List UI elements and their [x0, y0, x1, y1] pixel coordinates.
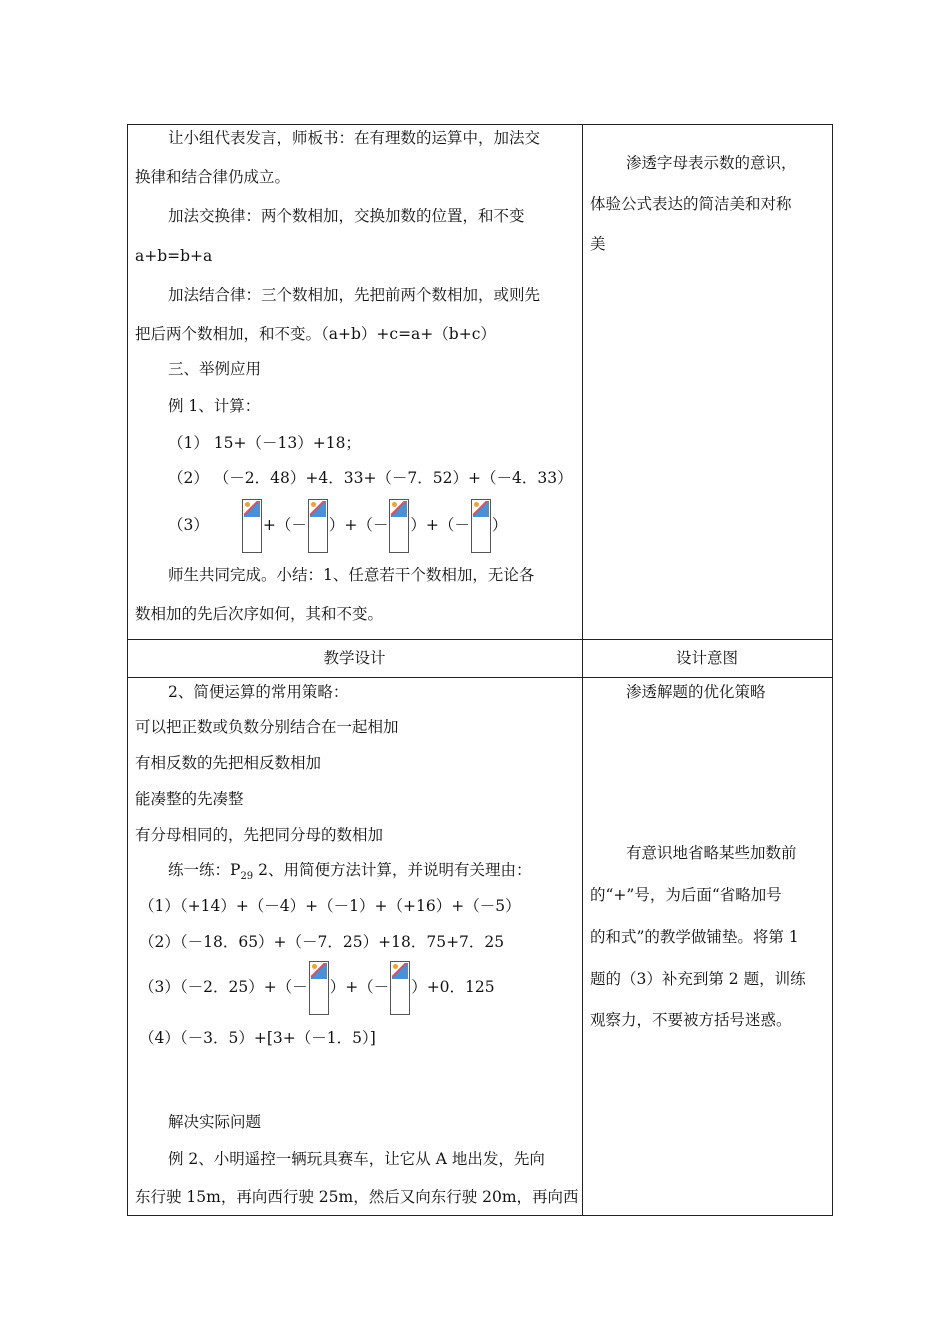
- fraction-image-icon: [308, 499, 328, 553]
- practice-heading: [168, 860, 531, 887]
- text-line: 换律和结合律仍成立。: [135, 168, 291, 186]
- header-right: [582, 639, 832, 677]
- text-line: 有意识地省略某些加数前: [626, 844, 797, 862]
- expr-part: ）+（－: [410, 516, 470, 534]
- text-line: 把后两个数相加，和不变。（a+b）+c=a+（b+c）: [135, 325, 496, 343]
- example-item-1: （1） 15+（－13）+18；: [168, 434, 361, 452]
- text-line: 可以把正数或负数分别结合在一起相加: [135, 718, 399, 736]
- fraction-image-icon: [471, 499, 491, 553]
- text-line: 加法交换律：两个数相加，交换加数的位置，和不变: [168, 207, 525, 225]
- text-line: 体验公式表达的简洁美和对称: [590, 195, 792, 213]
- column-heading-design: 教学设计: [323, 649, 386, 667]
- text-line: 美: [590, 235, 606, 253]
- text-line: 例 2、小明遥控一辆玩具赛车，让它从 A 地出发，先向: [168, 1150, 545, 1168]
- item-label: （3）: [168, 516, 209, 534]
- expr-part: ）+（－: [328, 516, 389, 534]
- bottom-right-cell: [582, 677, 832, 1215]
- text-line: 师生共同完成。小结：1、任意若干个数相加，无论各: [168, 566, 535, 584]
- practice-item-1: （1）（+14）+（－4）+（－1）+（+16）+（－5）: [139, 897, 521, 915]
- practice-item-3: [139, 961, 495, 1015]
- text-line: 东行驶 15m，再向西行驶 25m，然后又向东行驶 20m，再向西: [135, 1188, 579, 1206]
- example-heading: 例 1、计算：: [168, 397, 261, 415]
- text-line: 渗透解题的优化策略: [626, 683, 766, 701]
- expr-part: +（－: [262, 516, 307, 534]
- text-line: 观察力，不要被方括号迷惑。: [590, 1011, 792, 1029]
- fraction-image-icon: [309, 961, 329, 1015]
- example-item-2: （2） （－2．48）+4．33+（－7．52）+（－4．33）: [168, 469, 573, 487]
- text-line: 加法结合律：三个数相加，先把前两个数相加，或则先: [168, 286, 541, 304]
- fraction-image-icon: [242, 499, 262, 553]
- page-number: 29: [240, 871, 254, 883]
- expr-part: ）+0．125: [411, 978, 495, 996]
- practice-item-4: （4）（－3．5）+[3+（－1．5）]: [139, 1029, 376, 1047]
- column-heading-intent: 设计意图: [675, 649, 738, 667]
- text-line: 的和式”的教学做铺垫。将第 1: [590, 928, 799, 946]
- text-line: 的“+”号，为后面“省略加号: [590, 886, 782, 904]
- section-heading: 三、举例应用: [168, 360, 262, 378]
- practice-label: 练一练：P: [168, 861, 241, 879]
- example-item-3: [168, 499, 507, 553]
- text-line: 有分母相同的，先把同分母的数相加: [135, 826, 384, 844]
- text-line: 数相加的先后次序如何，其和不变。: [135, 605, 384, 623]
- section-heading: 解决实际问题: [168, 1113, 262, 1131]
- text-line: 题的（3）补充到第 2 题，训练: [590, 970, 806, 988]
- table-border-bottom: [127, 1215, 833, 1216]
- top-left-cell: [127, 124, 582, 639]
- text-line: 有相反数的先把相反数相加: [135, 754, 322, 772]
- expr-part: （3）（－2．25）+（－: [139, 978, 308, 996]
- text-line: 渗透字母表示数的意识，: [626, 154, 797, 172]
- text-line: 让小组代表发言，师板书：在有理数的运算中，加法交: [168, 129, 541, 147]
- bottom-left-cell: [127, 677, 582, 1215]
- table-border-right: [832, 124, 833, 1216]
- fraction-image-icon: [389, 499, 409, 553]
- lesson-table: [127, 124, 833, 1216]
- text-line: 2、简便运算的常用策略：: [168, 683, 349, 701]
- header-left: [127, 639, 582, 677]
- text-line: 能凑整的先凑整: [135, 790, 244, 808]
- practice-item-2: （2）（－18．65）+（－7．25）+18．75+7．25: [139, 933, 505, 951]
- fraction-image-icon: [390, 961, 410, 1015]
- expr-part: ）: [491, 516, 508, 534]
- practice-instruction: 2、用简便方法计算，并说明有关理由：: [253, 861, 532, 879]
- expr-part: ）+（－: [329, 978, 390, 996]
- top-right-cell: [582, 124, 832, 639]
- formula-commutative: a+b=b+a: [135, 247, 213, 265]
